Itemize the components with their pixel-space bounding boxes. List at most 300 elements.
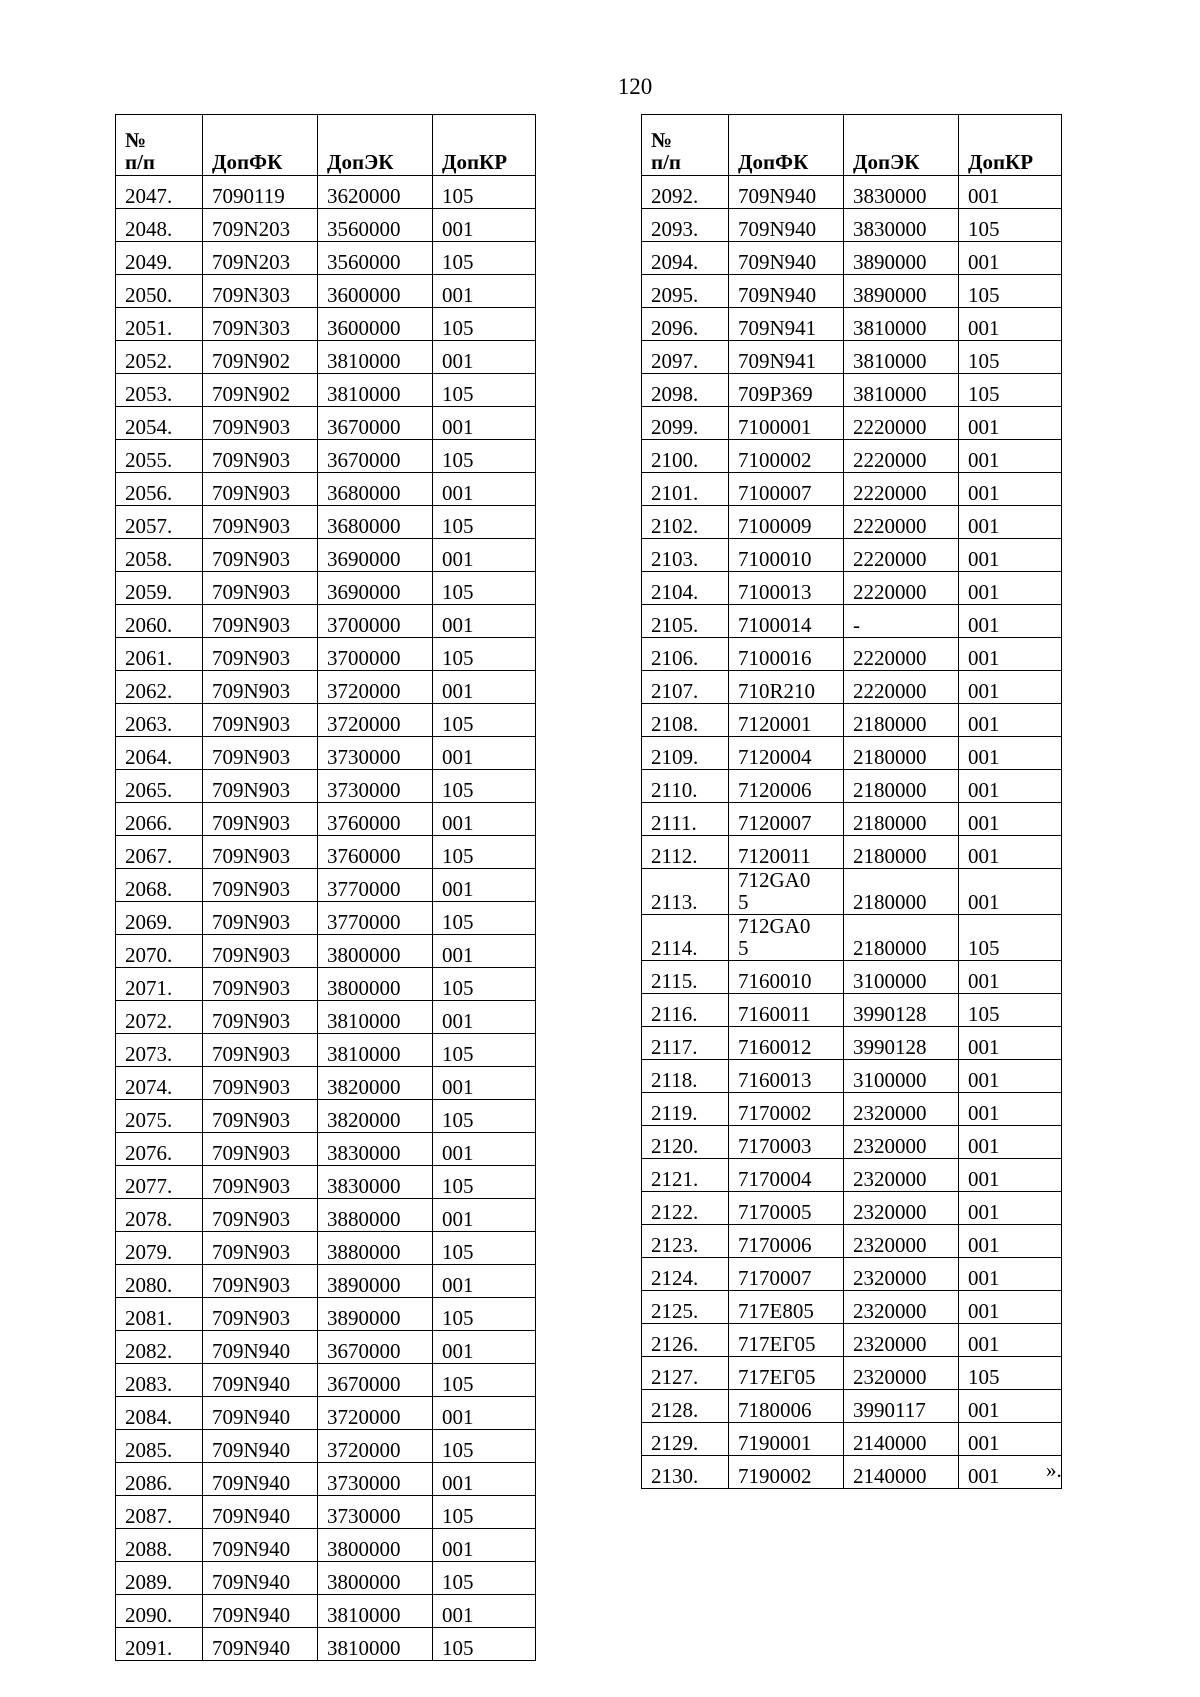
dopek-cell: 2180000	[844, 737, 959, 770]
dopek-cell: 3810000	[318, 1595, 433, 1628]
dopkr-cell: 001	[433, 1529, 536, 1562]
table-row	[116, 539, 536, 572]
dopek-cell: 3880000	[318, 1199, 433, 1232]
table-row	[642, 1225, 1062, 1258]
table-row	[642, 1456, 1062, 1489]
page-number: 120	[617, 74, 653, 99]
dopkr-cell: 001	[959, 1258, 1062, 1291]
dopkr-cell: 001	[959, 473, 1062, 506]
table-row	[642, 1390, 1062, 1423]
table-row	[116, 209, 536, 242]
header-row	[116, 115, 536, 176]
table-row	[642, 704, 1062, 737]
row-number-cell: 2106.	[642, 638, 729, 671]
row-number-cell: 2116.	[642, 994, 729, 1027]
dopkr-cell: 105	[433, 242, 536, 275]
table-row	[642, 1258, 1062, 1291]
dopfk-cell: 7100014	[729, 605, 844, 638]
row-number-cell: 2049.	[116, 242, 203, 275]
dopek-cell: 3810000	[844, 341, 959, 374]
dopek-cell: 3620000	[318, 176, 433, 209]
row-number-cell: 2058.	[116, 539, 203, 572]
table-row	[116, 1001, 536, 1034]
row-number-cell: 2073.	[116, 1034, 203, 1067]
dopfk-cell: 709N903	[203, 1001, 318, 1034]
dopek-cell: 3990128	[844, 1027, 959, 1060]
row-number-cell: 2129.	[642, 1423, 729, 1456]
dopkr-cell: 001	[433, 209, 536, 242]
row-number-cell: 2126.	[642, 1324, 729, 1357]
table-row	[642, 961, 1062, 994]
row-number-cell: 2123.	[642, 1225, 729, 1258]
row-number-cell: 2117.	[642, 1027, 729, 1060]
left-table	[115, 114, 536, 1661]
dopkr-cell: 105	[433, 1562, 536, 1595]
dopkr-cell: 001	[959, 836, 1062, 869]
dopfk-cell: 709N940	[203, 1628, 318, 1661]
dopek-cell: 2220000	[844, 473, 959, 506]
dopfk-cell: 709N903	[203, 737, 318, 770]
dopkr-cell: 105	[433, 308, 536, 341]
dopkr-cell: 105	[433, 572, 536, 605]
dopfk-cell: 7120011	[729, 836, 844, 869]
row-number-cell: 2080.	[116, 1265, 203, 1298]
table-row	[116, 770, 536, 803]
dopfk-cell: 709N903	[203, 803, 318, 836]
row-number-cell: 2067.	[116, 836, 203, 869]
dopfk-cell: 709N940	[203, 1430, 318, 1463]
row-number-cell: 2079.	[116, 1232, 203, 1265]
header-row	[642, 115, 1062, 176]
dopfk-cell: 7170002	[729, 1093, 844, 1126]
row-number-cell: 2128.	[642, 1390, 729, 1423]
dopfk-cell: 7160010	[729, 961, 844, 994]
dopfk-cell: 709P369	[729, 374, 844, 407]
table-row	[642, 994, 1062, 1027]
dopkr-cell: 001	[433, 473, 536, 506]
dopkr-cell: 001	[959, 671, 1062, 704]
table-row	[116, 935, 536, 968]
dopkr-cell: 001	[959, 1291, 1062, 1324]
table-row	[642, 638, 1062, 671]
dopek-cell: 3560000	[318, 242, 433, 275]
dopfk-cell: 7100007	[729, 473, 844, 506]
dopfk-cell: 709N903	[203, 869, 318, 902]
dopfk-cell: 709N303	[203, 308, 318, 341]
table-row	[116, 1034, 536, 1067]
dopfk-cell: 709N903	[203, 1265, 318, 1298]
dopfk-cell: 717E805	[729, 1291, 844, 1324]
table-row	[116, 242, 536, 275]
dopfk-cell: 7190002	[729, 1456, 844, 1489]
dopek-cell: 3760000	[318, 803, 433, 836]
dopek-cell: 3890000	[318, 1265, 433, 1298]
table-row	[116, 1397, 536, 1430]
table-row	[116, 1364, 536, 1397]
dopkr-cell: 001	[433, 1001, 536, 1034]
dopfk-cell: 709N903	[203, 1166, 318, 1199]
table-row	[116, 572, 536, 605]
dopkr-cell: 001	[959, 1423, 1062, 1456]
dopkr-cell: 105	[959, 341, 1062, 374]
row-number-cell: 2120.	[642, 1126, 729, 1159]
dopek-cell: 2220000	[844, 506, 959, 539]
dopek-cell: 3830000	[318, 1166, 433, 1199]
row-number-cell: 2095.	[642, 275, 729, 308]
dopek-cell: 2320000	[844, 1225, 959, 1258]
dopfk-cell: 7120007	[729, 803, 844, 836]
row-number-cell: 2077.	[116, 1166, 203, 1199]
dopkr-cell: 105	[433, 1100, 536, 1133]
dopfk-cell: 709N940	[729, 176, 844, 209]
row-number-cell: 2089.	[116, 1562, 203, 1595]
row-number-cell: 2048.	[116, 209, 203, 242]
dopkr-cell: 001	[433, 803, 536, 836]
row-number-cell: 2055.	[116, 440, 203, 473]
dopfk-cell: 709N903	[203, 1034, 318, 1067]
row-number-cell: 2050.	[116, 275, 203, 308]
dopkr-cell: 105	[959, 915, 1062, 961]
table-row	[642, 341, 1062, 374]
dopfk-cell: 709N903	[203, 1067, 318, 1100]
dopek-cell: 3810000	[318, 1628, 433, 1661]
row-number-cell: 2127.	[642, 1357, 729, 1390]
row-number-cell: 2124.	[642, 1258, 729, 1291]
dopek-cell: 3810000	[844, 308, 959, 341]
header-number: № п/п	[642, 115, 729, 176]
dopfk-cell: 709N903	[203, 902, 318, 935]
dopfk-cell: 709N940	[203, 1463, 318, 1496]
table-row	[642, 770, 1062, 803]
dopfk-cell: 709N940	[203, 1496, 318, 1529]
dopek-cell: 2180000	[844, 803, 959, 836]
row-number-cell: 2076.	[116, 1133, 203, 1166]
dopfk-cell: 709N903	[203, 473, 318, 506]
dopkr-cell: 105	[433, 1628, 536, 1661]
dopek-cell: 3720000	[318, 704, 433, 737]
row-number-cell: 2125.	[642, 1291, 729, 1324]
dopek-cell: 3690000	[318, 539, 433, 572]
dopkr-cell: 001	[959, 440, 1062, 473]
dopfk-cell: 709N903	[203, 1199, 318, 1232]
table-row	[116, 374, 536, 407]
header-dopek: ДопЭК	[844, 115, 959, 176]
dopkr-cell: 001	[433, 407, 536, 440]
dopek-cell: 2140000	[844, 1456, 959, 1489]
dopfk-cell: 7100013	[729, 572, 844, 605]
dopkr-cell: 001	[433, 1199, 536, 1232]
dopkr-cell: 105	[959, 1357, 1062, 1390]
table-row	[642, 737, 1062, 770]
row-number-cell: 2109.	[642, 737, 729, 770]
dopek-cell: 3770000	[318, 902, 433, 935]
dopfk-cell: 709N940	[729, 242, 844, 275]
dopek-cell: 3880000	[318, 1232, 433, 1265]
dopek-cell: 2180000	[844, 836, 959, 869]
row-number-cell: 2056.	[116, 473, 203, 506]
table-row	[642, 275, 1062, 308]
table-row	[116, 275, 536, 308]
table-row	[116, 671, 536, 704]
right-table-body	[642, 176, 1062, 1489]
dopek-cell: 2220000	[844, 572, 959, 605]
table-row	[642, 176, 1062, 209]
dopkr-cell: 001	[433, 1067, 536, 1100]
dopfk-cell: 7170005	[729, 1192, 844, 1225]
row-number-cell: 2107.	[642, 671, 729, 704]
dopfk-cell: 709N903	[203, 440, 318, 473]
dopek-cell: 3800000	[318, 1529, 433, 1562]
row-number-cell: 2118.	[642, 1060, 729, 1093]
dopfk-cell: 7160013	[729, 1060, 844, 1093]
row-number-cell: 2082.	[116, 1331, 203, 1364]
dopek-cell: 3800000	[318, 968, 433, 1001]
dopkr-cell: 001	[959, 770, 1062, 803]
dopkr-cell: 001	[433, 1265, 536, 1298]
dopfk-cell: 7100009	[729, 506, 844, 539]
dopfk-cell: 709N903	[203, 1298, 318, 1331]
dopfk-cell: 7120006	[729, 770, 844, 803]
dopkr-cell: 105	[433, 374, 536, 407]
dopfk-cell: 717EГ05	[729, 1324, 844, 1357]
table-row	[116, 869, 536, 902]
dopek-cell: 3990128	[844, 994, 959, 1027]
dopkr-cell: 001	[959, 1093, 1062, 1126]
dopkr-cell: 001	[959, 1027, 1062, 1060]
row-number-cell: 2098.	[642, 374, 729, 407]
dopfk-cell: 709N203	[203, 209, 318, 242]
dopkr-cell: 001	[433, 869, 536, 902]
dopek-cell: 2220000	[844, 671, 959, 704]
table-row	[642, 1159, 1062, 1192]
row-number-cell: 2088.	[116, 1529, 203, 1562]
dopek-cell: 2320000	[844, 1126, 959, 1159]
table-row	[116, 902, 536, 935]
dopek-cell: 2220000	[844, 539, 959, 572]
dopek-cell: 3730000	[318, 1463, 433, 1496]
dopkr-cell: 001	[959, 407, 1062, 440]
row-number-cell: 2071.	[116, 968, 203, 1001]
table-row	[116, 737, 536, 770]
dopkr-cell: 105	[433, 1232, 536, 1265]
table-row	[116, 1331, 536, 1364]
row-number-cell: 2111.	[642, 803, 729, 836]
table-row	[642, 506, 1062, 539]
table-row	[116, 1562, 536, 1595]
dopfk-cell: 709N940	[203, 1595, 318, 1628]
table-row	[642, 1060, 1062, 1093]
dopfk-cell: 709N203	[203, 242, 318, 275]
table-row	[642, 1126, 1062, 1159]
row-number-cell: 2100.	[642, 440, 729, 473]
dopek-cell: 3600000	[318, 275, 433, 308]
row-number-cell: 2062.	[116, 671, 203, 704]
dopek-cell: 3680000	[318, 473, 433, 506]
dopek-cell: 3700000	[318, 638, 433, 671]
dopfk-cell: 7100001	[729, 407, 844, 440]
dopek-cell: -	[844, 605, 959, 638]
dopek-cell: 3600000	[318, 308, 433, 341]
table-row	[116, 308, 536, 341]
dopfk-cell: 7190001	[729, 1423, 844, 1456]
table-row	[642, 539, 1062, 572]
row-number-cell: 2084.	[116, 1397, 203, 1430]
dopek-cell: 3760000	[318, 836, 433, 869]
header-dopkr: ДопКР	[959, 115, 1062, 176]
dopkr-cell: 001	[959, 605, 1062, 638]
dopkr-cell: 001	[959, 1225, 1062, 1258]
dopkr-cell: 001	[433, 341, 536, 374]
table-row	[116, 176, 536, 209]
table-row	[116, 1298, 536, 1331]
dopkr-cell: 001	[433, 1133, 536, 1166]
dopkr-cell: 001	[959, 1456, 1062, 1489]
table-row	[116, 473, 536, 506]
dopek-cell: 2320000	[844, 1093, 959, 1126]
header-dopfk: ДопФК	[203, 115, 318, 176]
table-row	[642, 1291, 1062, 1324]
dopek-cell: 2220000	[844, 407, 959, 440]
row-number-cell: 2054.	[116, 407, 203, 440]
dopek-cell: 3810000	[844, 374, 959, 407]
row-number-cell: 2114.	[642, 915, 729, 961]
dopkr-cell: 001	[959, 1324, 1062, 1357]
dopfk-cell: 709N903	[203, 836, 318, 869]
row-number-cell: 2115.	[642, 961, 729, 994]
table-row	[116, 1232, 536, 1265]
dopek-cell: 3810000	[318, 374, 433, 407]
row-number-cell: 2083.	[116, 1364, 203, 1397]
dopkr-cell: 105	[433, 1034, 536, 1067]
dopek-cell: 2220000	[844, 638, 959, 671]
dopfk-cell: 709N903	[203, 935, 318, 968]
row-number-cell: 2052.	[116, 341, 203, 374]
row-number-cell: 2113.	[642, 869, 729, 915]
dopkr-cell: 001	[959, 308, 1062, 341]
row-number-cell: 2090.	[116, 1595, 203, 1628]
dopkr-cell: 105	[433, 1430, 536, 1463]
table-row	[116, 704, 536, 737]
row-number-cell: 2074.	[116, 1067, 203, 1100]
row-number-cell: 2069.	[116, 902, 203, 935]
dopfk-cell: 7120001	[729, 704, 844, 737]
table-row	[642, 407, 1062, 440]
table-row	[642, 1027, 1062, 1060]
dopek-cell: 2320000	[844, 1357, 959, 1390]
dopfk-cell: 709N940	[203, 1529, 318, 1562]
dopek-cell: 3100000	[844, 1060, 959, 1093]
dopkr-cell: 001	[959, 869, 1062, 915]
dopek-cell: 2180000	[844, 869, 959, 915]
dopfk-cell: 7170003	[729, 1126, 844, 1159]
closing-quote-mark: ».	[1046, 1458, 1062, 1482]
row-number-cell: 2065.	[116, 770, 203, 803]
dopkr-cell: 001	[433, 1331, 536, 1364]
dopfk-cell: 717EГ05	[729, 1357, 844, 1390]
dopkr-cell: 105	[433, 176, 536, 209]
dopek-cell: 3680000	[318, 506, 433, 539]
table-row	[116, 968, 536, 1001]
row-number-cell: 2086.	[116, 1463, 203, 1496]
dopfk-cell: 7090119	[203, 176, 318, 209]
dopek-cell: 3890000	[844, 275, 959, 308]
table-row	[116, 506, 536, 539]
dopkr-cell: 001	[959, 737, 1062, 770]
row-number-cell: 2064.	[116, 737, 203, 770]
dopek-cell: 2180000	[844, 915, 959, 961]
dopek-cell: 3690000	[318, 572, 433, 605]
dopkr-cell: 105	[433, 902, 536, 935]
row-number-cell: 2063.	[116, 704, 203, 737]
row-number-cell: 2101.	[642, 473, 729, 506]
row-number-cell: 2110.	[642, 770, 729, 803]
row-number-cell: 2059.	[116, 572, 203, 605]
dopfk-cell: 709N940	[203, 1562, 318, 1595]
dopfk-cell: 709N903	[203, 671, 318, 704]
dopkr-cell: 105	[433, 1496, 536, 1529]
header-dopfk: ДопФК	[729, 115, 844, 176]
dopek-cell: 3100000	[844, 961, 959, 994]
table-row	[116, 1199, 536, 1232]
row-number-cell: 2099.	[642, 407, 729, 440]
dopfk-cell: 709N903	[203, 770, 318, 803]
dopfk-cell: 709N903	[203, 407, 318, 440]
table-row	[642, 915, 1062, 961]
dopfk-cell: 7170004	[729, 1159, 844, 1192]
dopek-cell: 3830000	[844, 209, 959, 242]
table-row	[116, 1628, 536, 1661]
table-row	[116, 1496, 536, 1529]
dopfk-cell: 709N940	[203, 1331, 318, 1364]
row-number-cell: 2047.	[116, 176, 203, 209]
table-row	[116, 440, 536, 473]
dopfk-cell: 7100016	[729, 638, 844, 671]
table-row	[642, 605, 1062, 638]
dopfk-cell: 709N940	[203, 1364, 318, 1397]
row-number-cell: 2081.	[116, 1298, 203, 1331]
row-number-cell: 2057.	[116, 506, 203, 539]
dopfk-cell: 709N941	[729, 341, 844, 374]
dopek-cell: 3730000	[318, 737, 433, 770]
dopek-cell: 3830000	[844, 176, 959, 209]
row-number-cell: 2130.	[642, 1456, 729, 1489]
dopkr-cell: 001	[433, 1463, 536, 1496]
dopfk-cell: 7180006	[729, 1390, 844, 1423]
dopkr-cell: 001	[959, 803, 1062, 836]
dopfk-cell: 709N903	[203, 1133, 318, 1166]
row-number-cell: 2105.	[642, 605, 729, 638]
dopek-cell: 3800000	[318, 1562, 433, 1595]
dopfk-cell: 709N941	[729, 308, 844, 341]
row-number-cell: 2112.	[642, 836, 729, 869]
dopek-cell: 3670000	[318, 1331, 433, 1364]
dopfk-cell: 709N903	[203, 968, 318, 1001]
row-number-cell: 2087.	[116, 1496, 203, 1529]
dopkr-cell: 105	[433, 506, 536, 539]
table-row	[642, 803, 1062, 836]
dopkr-cell: 001	[959, 1126, 1062, 1159]
row-number-cell: 2085.	[116, 1430, 203, 1463]
dopfk-cell: 709N902	[203, 341, 318, 374]
table-row	[642, 473, 1062, 506]
table-row	[642, 1324, 1062, 1357]
dopek-cell: 3670000	[318, 1364, 433, 1397]
dopek-cell: 2220000	[844, 440, 959, 473]
dopek-cell: 3720000	[318, 671, 433, 704]
dopkr-cell: 001	[959, 242, 1062, 275]
header-dopek: ДопЭК	[318, 115, 433, 176]
row-number-cell: 2072.	[116, 1001, 203, 1034]
